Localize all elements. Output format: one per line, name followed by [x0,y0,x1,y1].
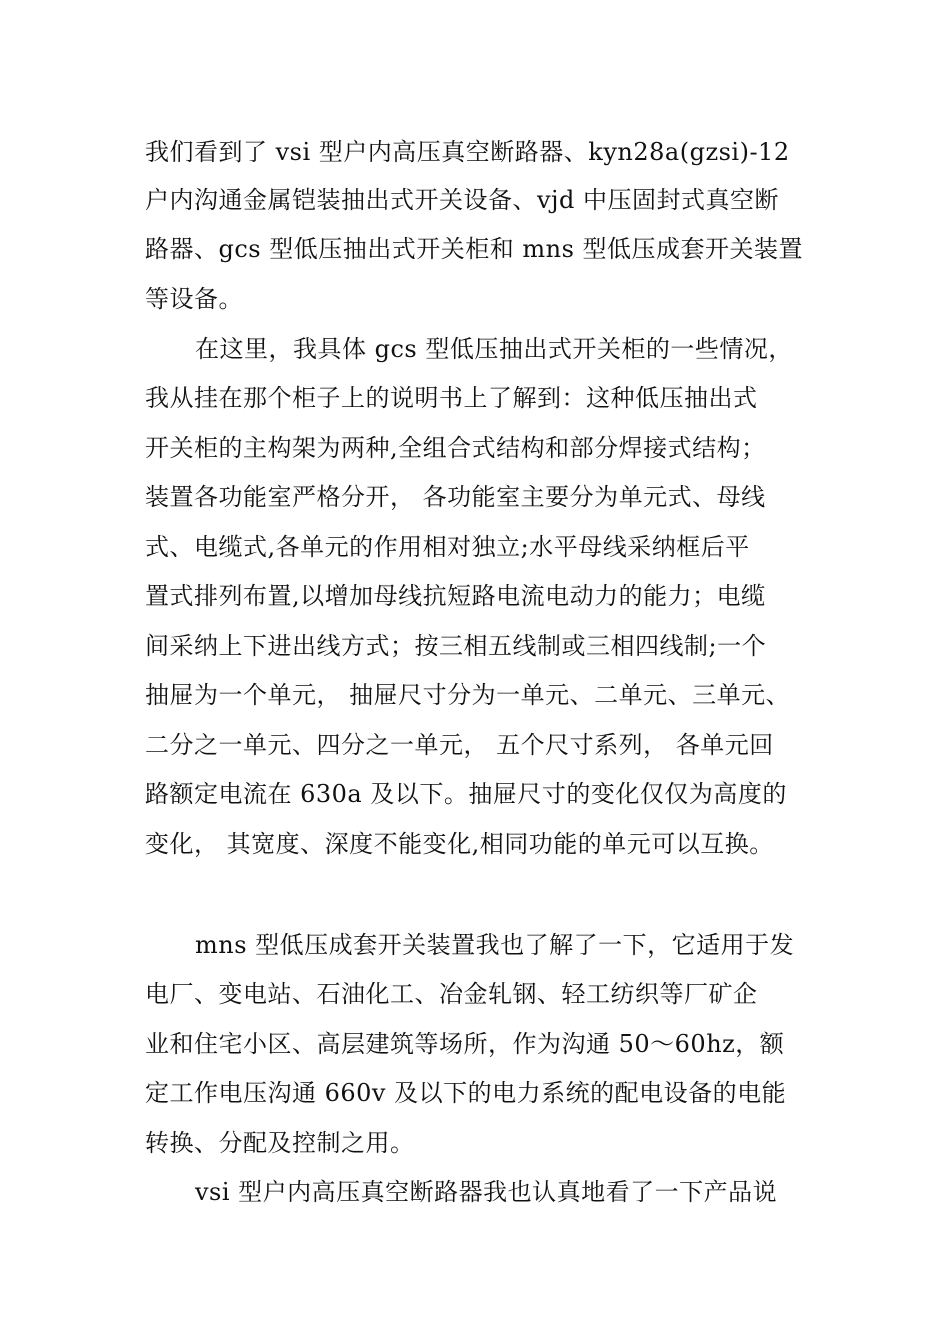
paragraph-2-line-4: 装置各功能室严格分开， 各功能室主要分为单元式、母线 [145,483,766,511]
paragraph-2-line-11: 变化， 其宽度、深度不能变化,相同功能的单元可以互换。 [145,830,774,858]
paragraph-3-line-1: mns 型低压成套开关装置我也了解了一下，它适用于发 [195,931,795,959]
paragraph-2-line-10: 路额定电流在 630a 及以下。抽屉尺寸的变化仅仅为高度的 [145,780,787,808]
paragraph-1-line-3: 路器、gcs 型低压抽出式开关柜和 mns 型低压成套开关装置 [145,235,804,263]
paragraph-2-line-2: 我从挂在那个柜子上的说明书上了解到：这种低压抽出式 [145,384,758,412]
paragraph-2-line-6: 置式排列布置,以增加母线抗短路电流电动力的能力；电缆 [145,582,766,610]
paragraph-3-line-3: 业和住宅小区、高层建筑等场所，作为沟通 50～60hz，额 [145,1030,785,1058]
paragraph-2-line-8: 抽屉为一个单元， 抽屉尺寸分为一单元、二单元、三单元、 [145,681,791,709]
paragraph-1-line-1: 我们看到了 vsi 型户内高压真空断路器、kyn28a(gzsi)-12 [145,138,790,166]
paragraph-2-line-9: 二分之一单元、四分之一单元， 五个尺寸系列， 各单元回 [145,731,774,759]
paragraph-2-line-3: 开关柜的主构架为两种,全组合式结构和部分焊接式结构； [145,434,766,462]
paragraph-2-line-1: 在这里，我具体 gcs 型低压抽出式开关柜的一些情况， [195,335,793,363]
paragraph-1-line-4: 等设备。 [145,285,243,313]
paragraph-3-line-4: 定工作电压沟通 660v 及以下的电力系统的配电设备的电能 [145,1079,787,1107]
paragraph-3-line-5: 转换、分配及控制之用。 [145,1129,415,1157]
paragraph-4-line-1: vsi 型户内高压真空断路器我也认真地看了一下产品说 [195,1178,778,1206]
paragraph-2-line-7: 间采纳上下进出线方式；按三相五线制或三相四线制;一个 [145,632,767,660]
paragraph-3-line-2: 电厂、变电站、石油化工、冶金轧钢、轻工纺织等厂矿企 [145,980,758,1008]
paragraph-1-line-2: 户内沟通金属铠装抽出式开关设备、vjd 中压固封式真空断 [145,186,779,214]
paragraph-2-line-5: 式、电缆式,各单元的作用相对独立;水平母线采纳框后平 [145,533,750,561]
